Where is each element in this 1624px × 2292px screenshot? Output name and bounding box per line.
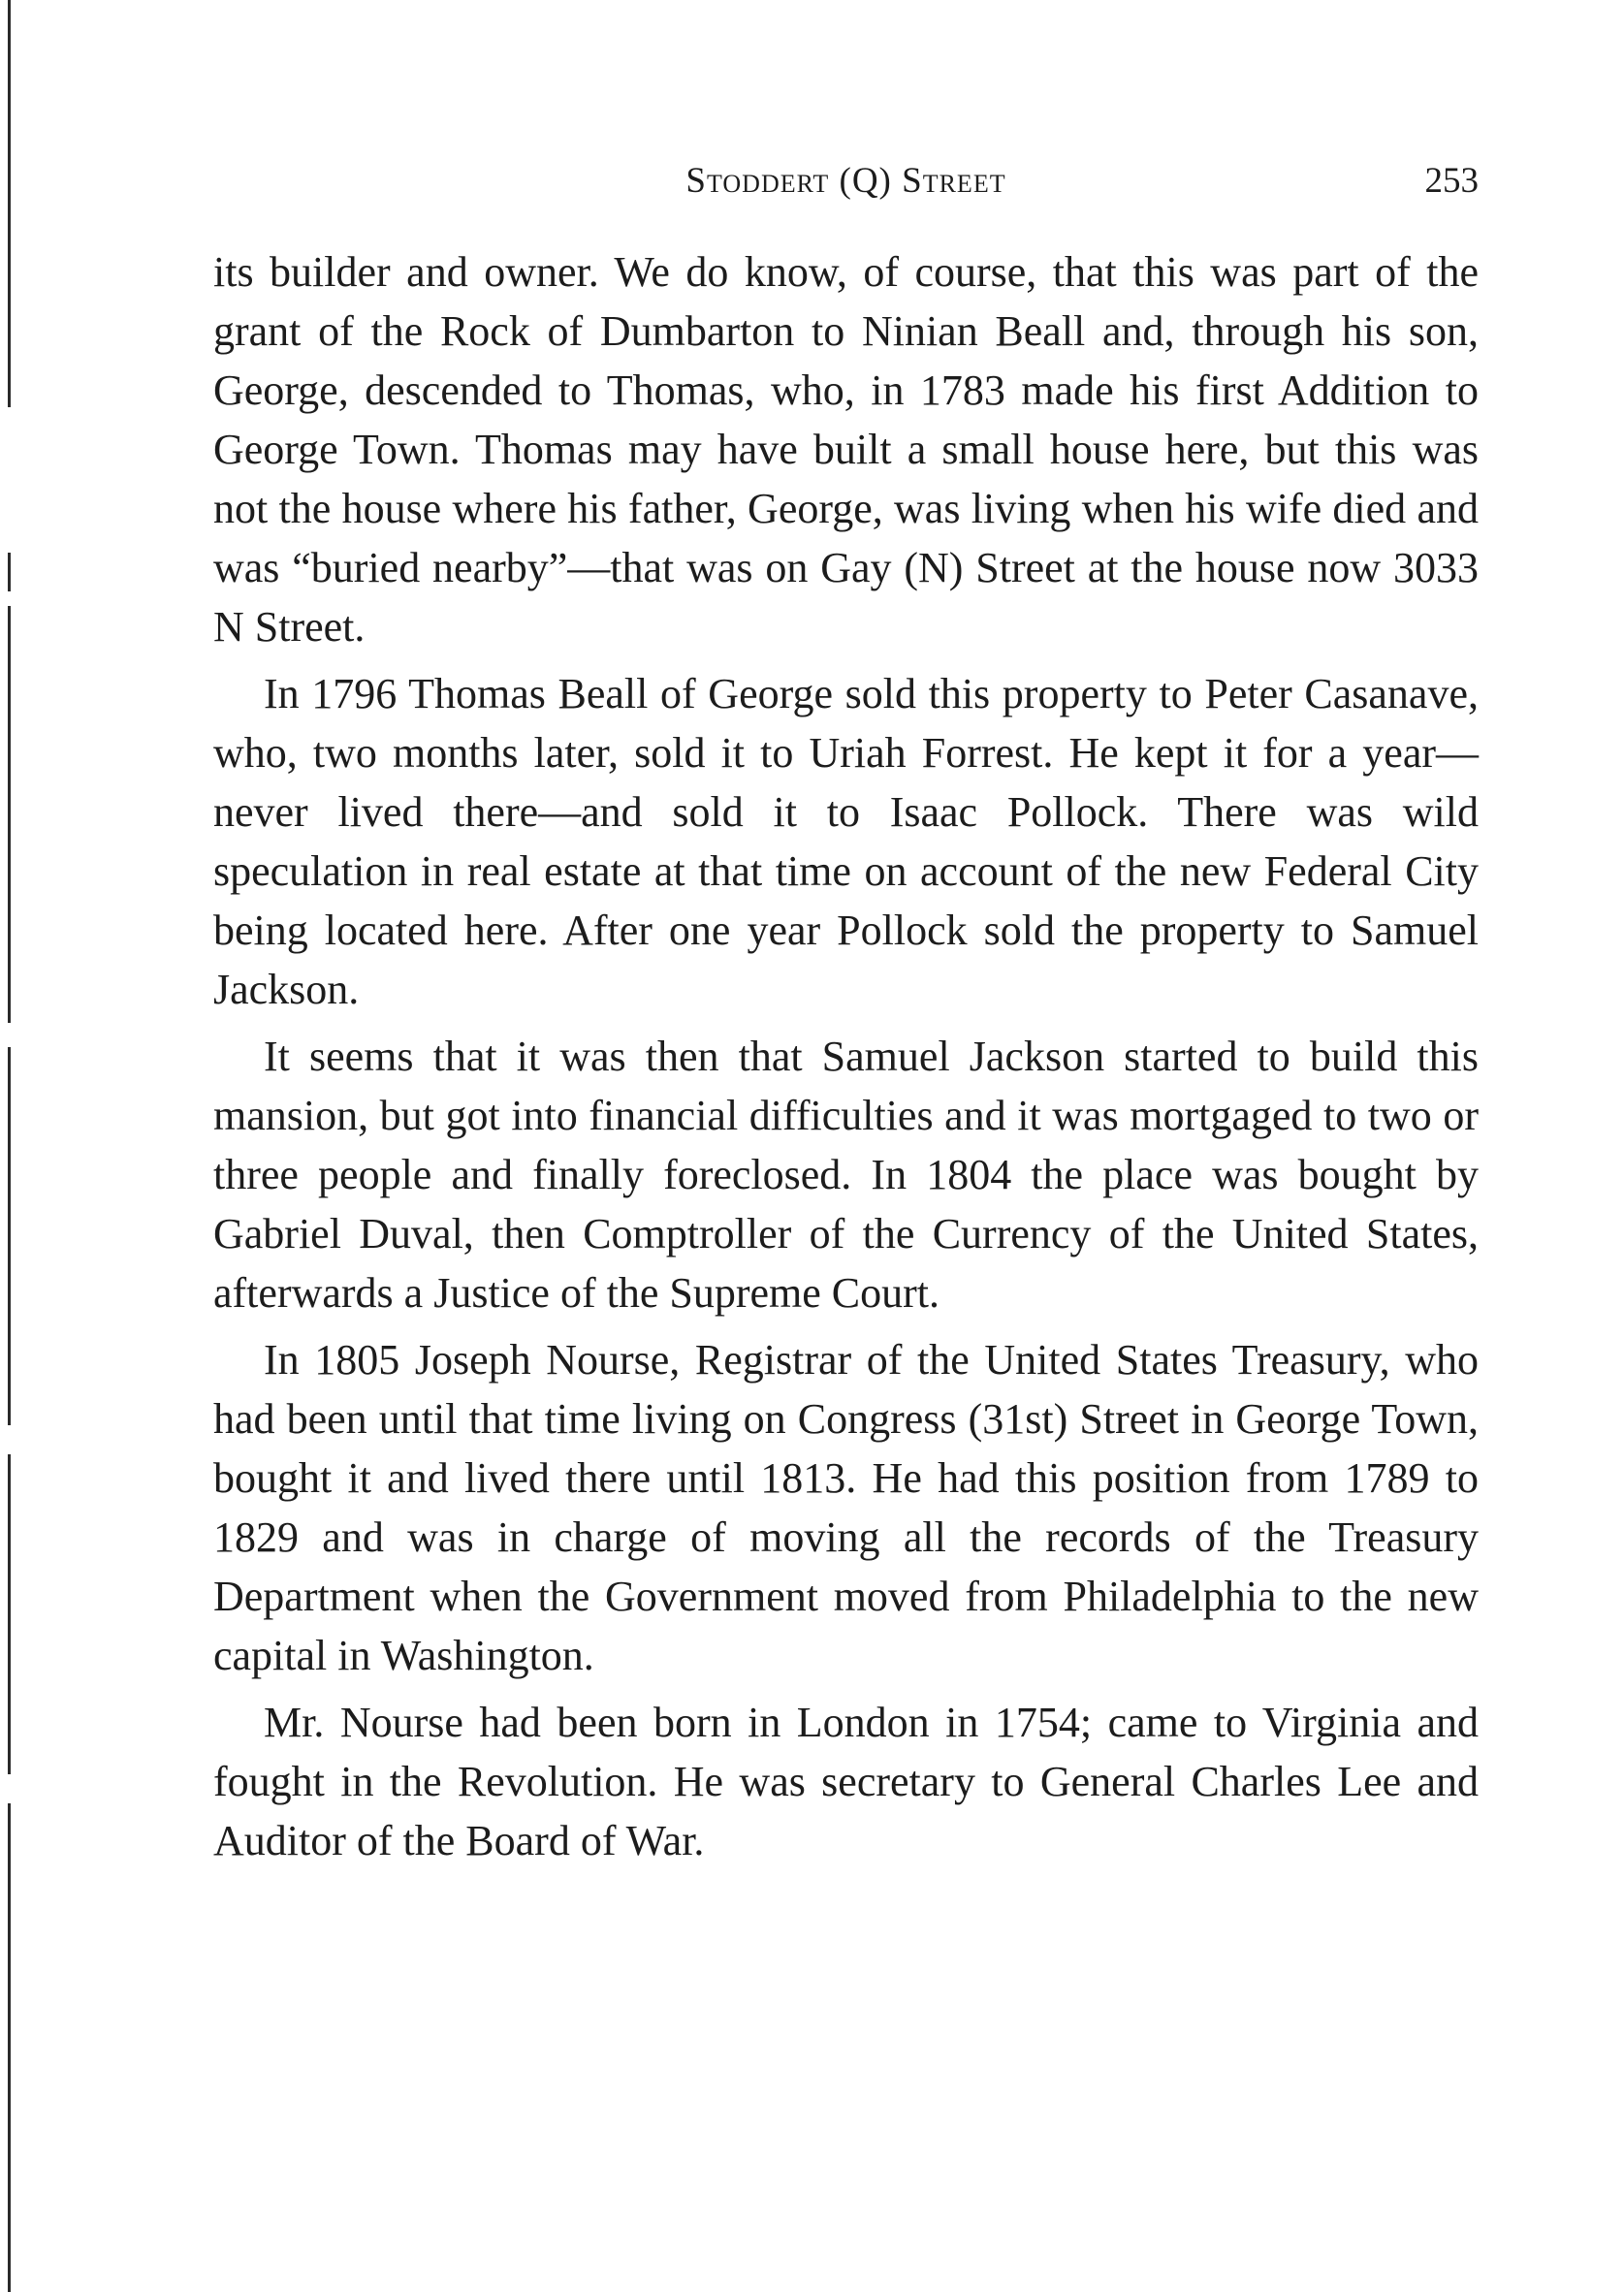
page-number: 253 <box>1424 161 1479 201</box>
body-text <box>213 242 1479 1878</box>
page-header <box>213 160 1479 218</box>
paragraph-5: Mr. Nourse had been born in London in 1754; came to Virginia and fought in the Revolution. He was secretary to General Charles Lee and Auditor of the Board of War. <box>213 1699 1479 1864</box>
paragraph-2: In 1796 Thomas Beall of George sold this property to Peter Casanave, who, two months later, sold it to Uriah Forrest. He kept it for a year—never lived there—and sold it to Isaac Pollock. There was wild speculation in real estate at that time on account of the new Federal City being located here. After one year Pollock sold the property to Samuel Jackson. <box>213 670 1479 1013</box>
paragraph-1: its builder and owner. We do know, of course, that this was part of the grant of the Rock of Dumbarton to Ninian Beall and, through his son, George, descended to Thomas, who, in 1783 made his first Addition to George Town. Thomas may have built a small house here, but this was not the house where his father, George, was living when his wife died and was “buried nearby”—that was on Gay (N) Street at the house now 3033 N Street. <box>213 248 1479 651</box>
running-head: Stoddert (Q) Street <box>685 161 1006 201</box>
paragraph-4: In 1805 Joseph Nourse, Registrar of the United States Treasury, who had been until that time living on Congress (31st) Street in George Town, bought it and lived there until 1813. He had this position from 1789 to 1829 and was in charge of moving all the records of the Treasury Department when the Government moved from Philadelphia to the new capital in Washington. <box>213 1336 1479 1679</box>
page-binding-edge <box>8 0 12 2292</box>
paragraph-3: It seems that it was then that Samuel Jackson started to build this mansion, but got into financial difficulties and it was mortgaged to two or three people and finally foreclosed. In 1804 the place was bought by Gabriel Duval, then Comptroller of the Currency of the United States, afterwards a Justice of the Supreme Court. <box>213 1033 1479 1317</box>
